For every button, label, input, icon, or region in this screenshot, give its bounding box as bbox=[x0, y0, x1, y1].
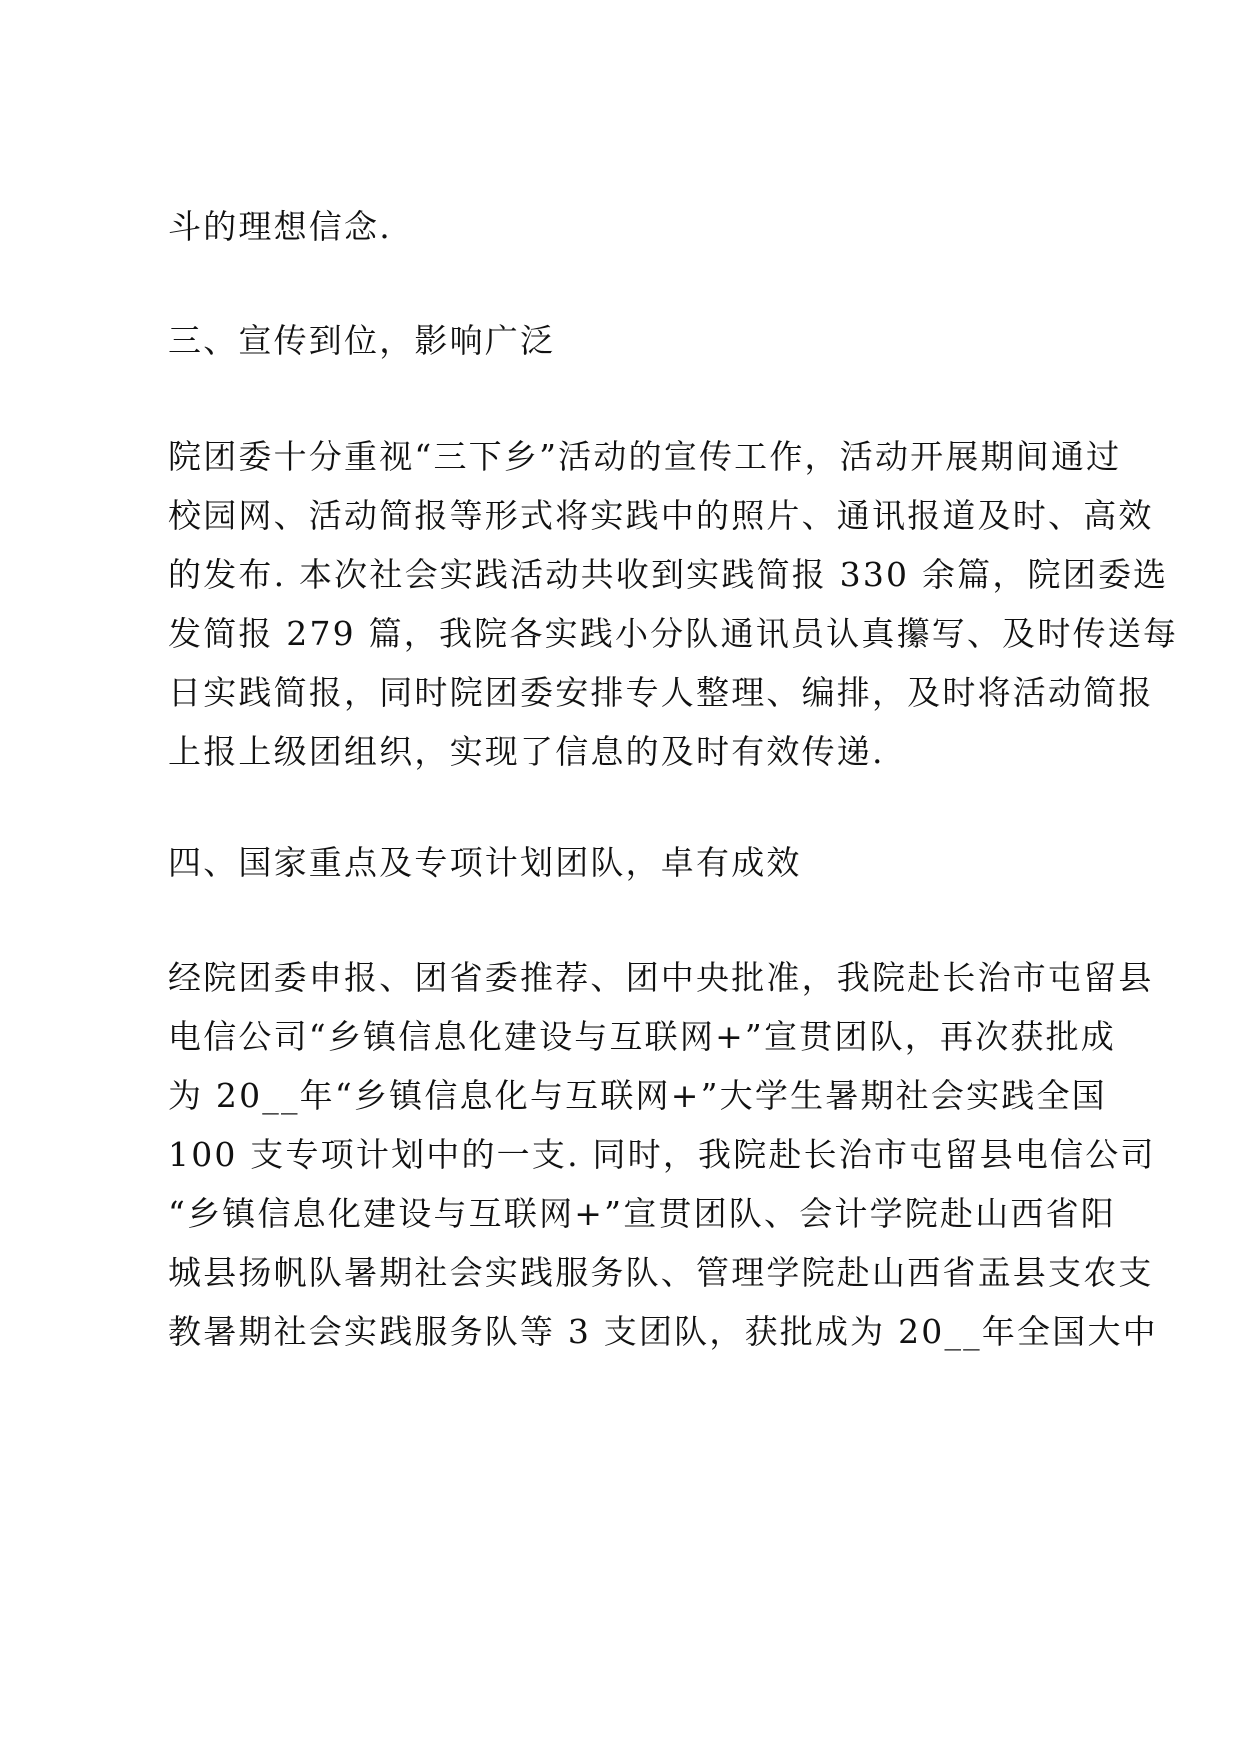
publicity-paragraph-line: 发简报 279 篇，我院各实践小分队通讯员认真攥写、及时传送每 bbox=[168, 614, 1179, 653]
national-teams-paragraph-line: 为 20__年“乡镇信息化与互联网+”大学生暑期社会实践全国 bbox=[168, 1076, 1107, 1115]
national-teams-paragraph-line: 经院团委申报、团省委推荐、团中央批准，我院赴长治市屯留县 bbox=[168, 958, 1154, 997]
national-teams-paragraph-line: 100 支专项计划中的一支. 同时，我院赴长治市屯留县电信公司 bbox=[168, 1135, 1156, 1174]
publicity-paragraph-line: 日实践简报，同时院团委安排专人整理、编排，及时将活动简报 bbox=[168, 673, 1154, 712]
publicity-paragraph-line: 上报上级团组织，实现了信息的及时有效传递. bbox=[168, 732, 885, 771]
national-teams-paragraph-line: 教暑期社会实践服务队等 3 支团队，获批成为 20__年全国大中 bbox=[168, 1312, 1158, 1351]
national-teams-paragraph-line: 城县扬帆队暑期社会实践服务队、管理学院赴山西省盂县支农支 bbox=[168, 1253, 1154, 1292]
paragraph-continuation-line: 斗的理想信念. bbox=[168, 207, 392, 246]
publicity-paragraph-line: 院团委十分重视“三下乡”活动的宣传工作，活动开展期间通过 bbox=[168, 437, 1122, 476]
section-heading-national-teams: 四、国家重点及专项计划团队，卓有成效 bbox=[168, 843, 802, 882]
section-heading-publicity: 三、宣传到位，影响广泛 bbox=[168, 321, 556, 360]
national-teams-paragraph-line: 电信公司“乡镇信息化建设与互联网+”宣贯团队，再次获批成 bbox=[168, 1017, 1116, 1056]
publicity-paragraph-line: 校园网、活动简报等形式将实践中的照片、通讯报道及时、高效 bbox=[168, 496, 1154, 535]
publicity-paragraph-line: 的发布. 本次社会实践活动共收到实践简报 330 余篇，院团委选 bbox=[168, 555, 1169, 594]
national-teams-paragraph-line: “乡镇信息化建设与互联网+”宣贯团队、会计学院赴山西省阳 bbox=[168, 1194, 1116, 1233]
